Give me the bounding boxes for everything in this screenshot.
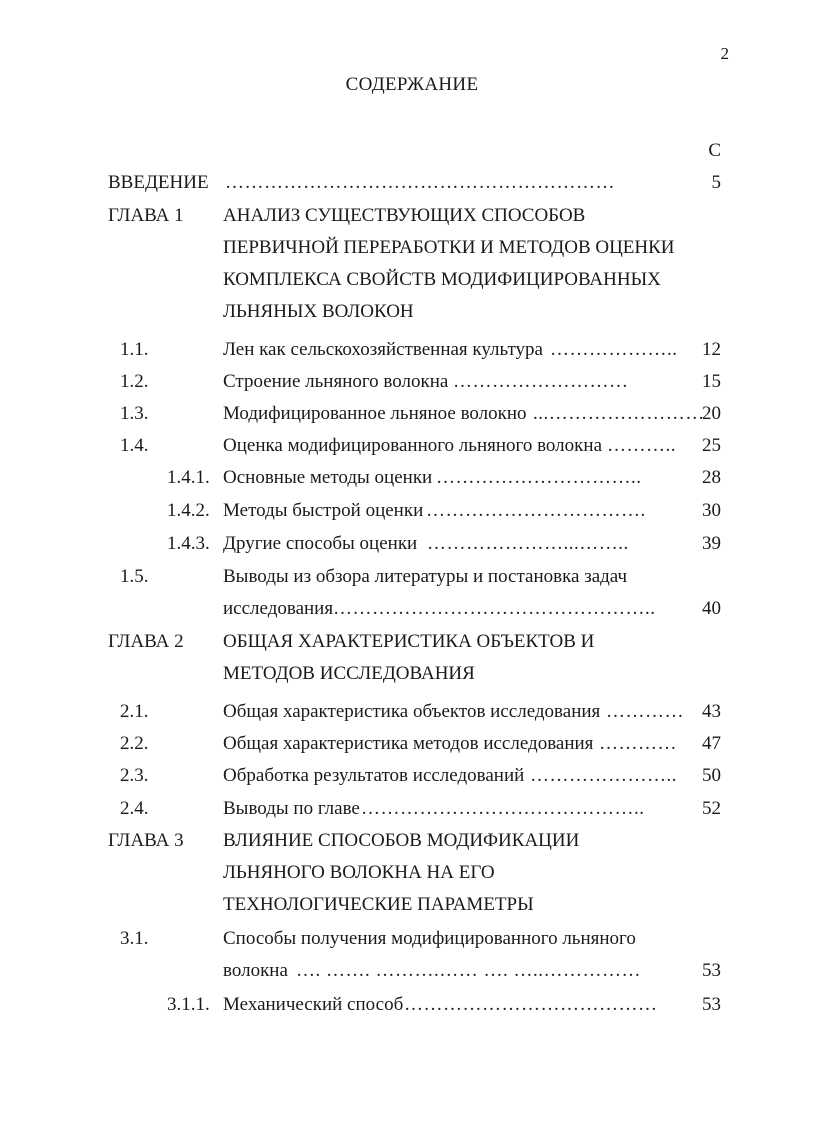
dot-leader: ………… bbox=[599, 733, 677, 754]
toc-entry-text: исследования bbox=[223, 598, 334, 619]
chapter-title-line: ЛЬНЯНОГО ВОЛОКНА НА ЕГО bbox=[223, 862, 495, 883]
chapter-title-line: ТЕХНОЛОГИЧЕСКИЕ ПАРАМЕТРЫ bbox=[223, 894, 534, 915]
toc-page-number: 15 bbox=[702, 371, 721, 392]
dot-leader: ………………………………………….. bbox=[333, 598, 656, 619]
toc-entry-number: 1.4.1. bbox=[167, 467, 210, 488]
toc-page-number: 53 bbox=[702, 960, 721, 981]
toc-entry-text: Другие способы оценки bbox=[223, 533, 418, 554]
toc-entry-number: 1.4.3. bbox=[167, 533, 210, 554]
dot-leader: ………………………………… bbox=[404, 994, 658, 1015]
toc-entry-text: Обработка результатов исследований bbox=[223, 765, 525, 786]
dot-leader: ………………….. bbox=[530, 765, 677, 786]
toc-entry-number: 1.4.2. bbox=[167, 500, 210, 521]
dot-leader: ………………………….. bbox=[436, 467, 642, 488]
chapter-title-line: ПЕРВИЧНОЙ ПЕРЕРАБОТКИ И МЕТОДОВ ОЦЕНКИ bbox=[223, 237, 675, 258]
toc-page-number: 40 bbox=[702, 598, 721, 619]
dot-leader: ...…………………… bbox=[533, 403, 705, 424]
dot-leader: …………………...…….. bbox=[427, 533, 629, 554]
toc-entry-number: 3.1.1. bbox=[167, 994, 210, 1015]
dot-leader: ………… bbox=[606, 701, 684, 722]
toc-page-number: 25 bbox=[702, 435, 721, 456]
toc-page-number: 50 bbox=[702, 765, 721, 786]
toc-entry-number: 2.2. bbox=[120, 733, 149, 754]
chapter-title-line: ОБЩАЯ ХАРАКТЕРИСТИКА ОБЪЕКТОВ И bbox=[223, 631, 595, 652]
toc-entry-text: Строение льняного волокна bbox=[223, 371, 449, 392]
dot-leader: ……………….. bbox=[550, 339, 678, 360]
toc-page-number: 43 bbox=[702, 701, 721, 722]
toc-entry-number: 1.4. bbox=[120, 435, 149, 456]
toc-entry-number: 3.1. bbox=[120, 928, 149, 949]
dot-leader: ……………………… bbox=[453, 371, 629, 392]
page-column-label: С bbox=[708, 140, 721, 161]
dot-leader: …………………………………….. bbox=[361, 798, 645, 819]
toc-page-number: 20 bbox=[702, 403, 721, 424]
toc-entry-text: Общая характеристика методов исследования bbox=[223, 733, 594, 754]
toc-entry-text: Выводы из обзора литературы и постановка задач bbox=[223, 566, 628, 587]
dot-leader: ……………………………. bbox=[426, 500, 646, 521]
toc-page-number: 52 bbox=[702, 798, 721, 819]
toc-entry-number: 1.2. bbox=[120, 371, 149, 392]
toc-page-number: 53 bbox=[702, 994, 721, 1015]
toc-page-number: 47 bbox=[702, 733, 721, 754]
toc-entry-number: 2.4. bbox=[120, 798, 149, 819]
toc-entry-text: Общая характеристика объектов исследования bbox=[223, 701, 601, 722]
chapter-title-line: МЕТОДОВ ИССЛЕДОВАНИЯ bbox=[223, 663, 475, 684]
chapter-label: ГЛАВА 3 bbox=[108, 830, 184, 851]
toc-page-number: 39 bbox=[702, 533, 721, 554]
chapter-title-line: ЛЬНЯНЫХ ВОЛОКОН bbox=[223, 301, 414, 322]
toc-entry-text: Модифицированное льняное волокно bbox=[223, 403, 527, 424]
toc-entry-text: Лен как сельскохозяйственная культура bbox=[223, 339, 543, 360]
dot-leader: …. ……. ……….…… …. …..…………… bbox=[296, 960, 641, 981]
toc-entry-text: Способы получения модифицированного льняного bbox=[223, 928, 636, 949]
toc-entry-text: Основные методы оценки bbox=[223, 467, 433, 488]
toc-entry-number: 1.3. bbox=[120, 403, 149, 424]
chapter-title-line: АНАЛИЗ СУЩЕСТВУЮЩИХ СПОСОБОВ bbox=[223, 205, 586, 226]
toc-page-number: 12 bbox=[702, 339, 721, 360]
toc-entry-number: 2.3. bbox=[120, 765, 149, 786]
toc-entry-text: волокна bbox=[223, 960, 288, 981]
toc-entry-number: ВВЕДЕНИЕ bbox=[108, 172, 209, 193]
toc-entry-text: Выводы по главе bbox=[223, 798, 360, 819]
toc-entry-number: 1.1. bbox=[120, 339, 149, 360]
chapter-title-line: КОМПЛЕКСА СВОЙСТВ МОДИФИЦИРОВАННЫХ bbox=[223, 269, 661, 290]
toc-entry-text: Механический способ bbox=[223, 994, 404, 1015]
chapter-label: ГЛАВА 1 bbox=[108, 205, 184, 226]
chapter-title-line: ВЛИЯНИЕ СПОСОБОВ МОДИФИКАЦИИ bbox=[223, 830, 580, 851]
toc-page-number: 30 bbox=[702, 500, 721, 521]
toc-page-number: 28 bbox=[702, 467, 721, 488]
page-number: 2 bbox=[720, 44, 729, 63]
toc-page-number: 5 bbox=[711, 172, 721, 193]
toc-entry-number: 1.5. bbox=[120, 566, 149, 587]
chapter-label: ГЛАВА 2 bbox=[108, 631, 184, 652]
dot-leader: ……….. bbox=[607, 435, 676, 456]
page-title: СОДЕРЖАНИЕ bbox=[345, 74, 479, 95]
toc-entry-text: Методы быстрой оценки bbox=[223, 500, 424, 521]
dot-leader: …………………………………………………… bbox=[225, 172, 615, 193]
toc-entry-text: Оценка модифицированного льняного волокна bbox=[223, 435, 602, 456]
toc-entry-number: 2.1. bbox=[120, 701, 149, 722]
